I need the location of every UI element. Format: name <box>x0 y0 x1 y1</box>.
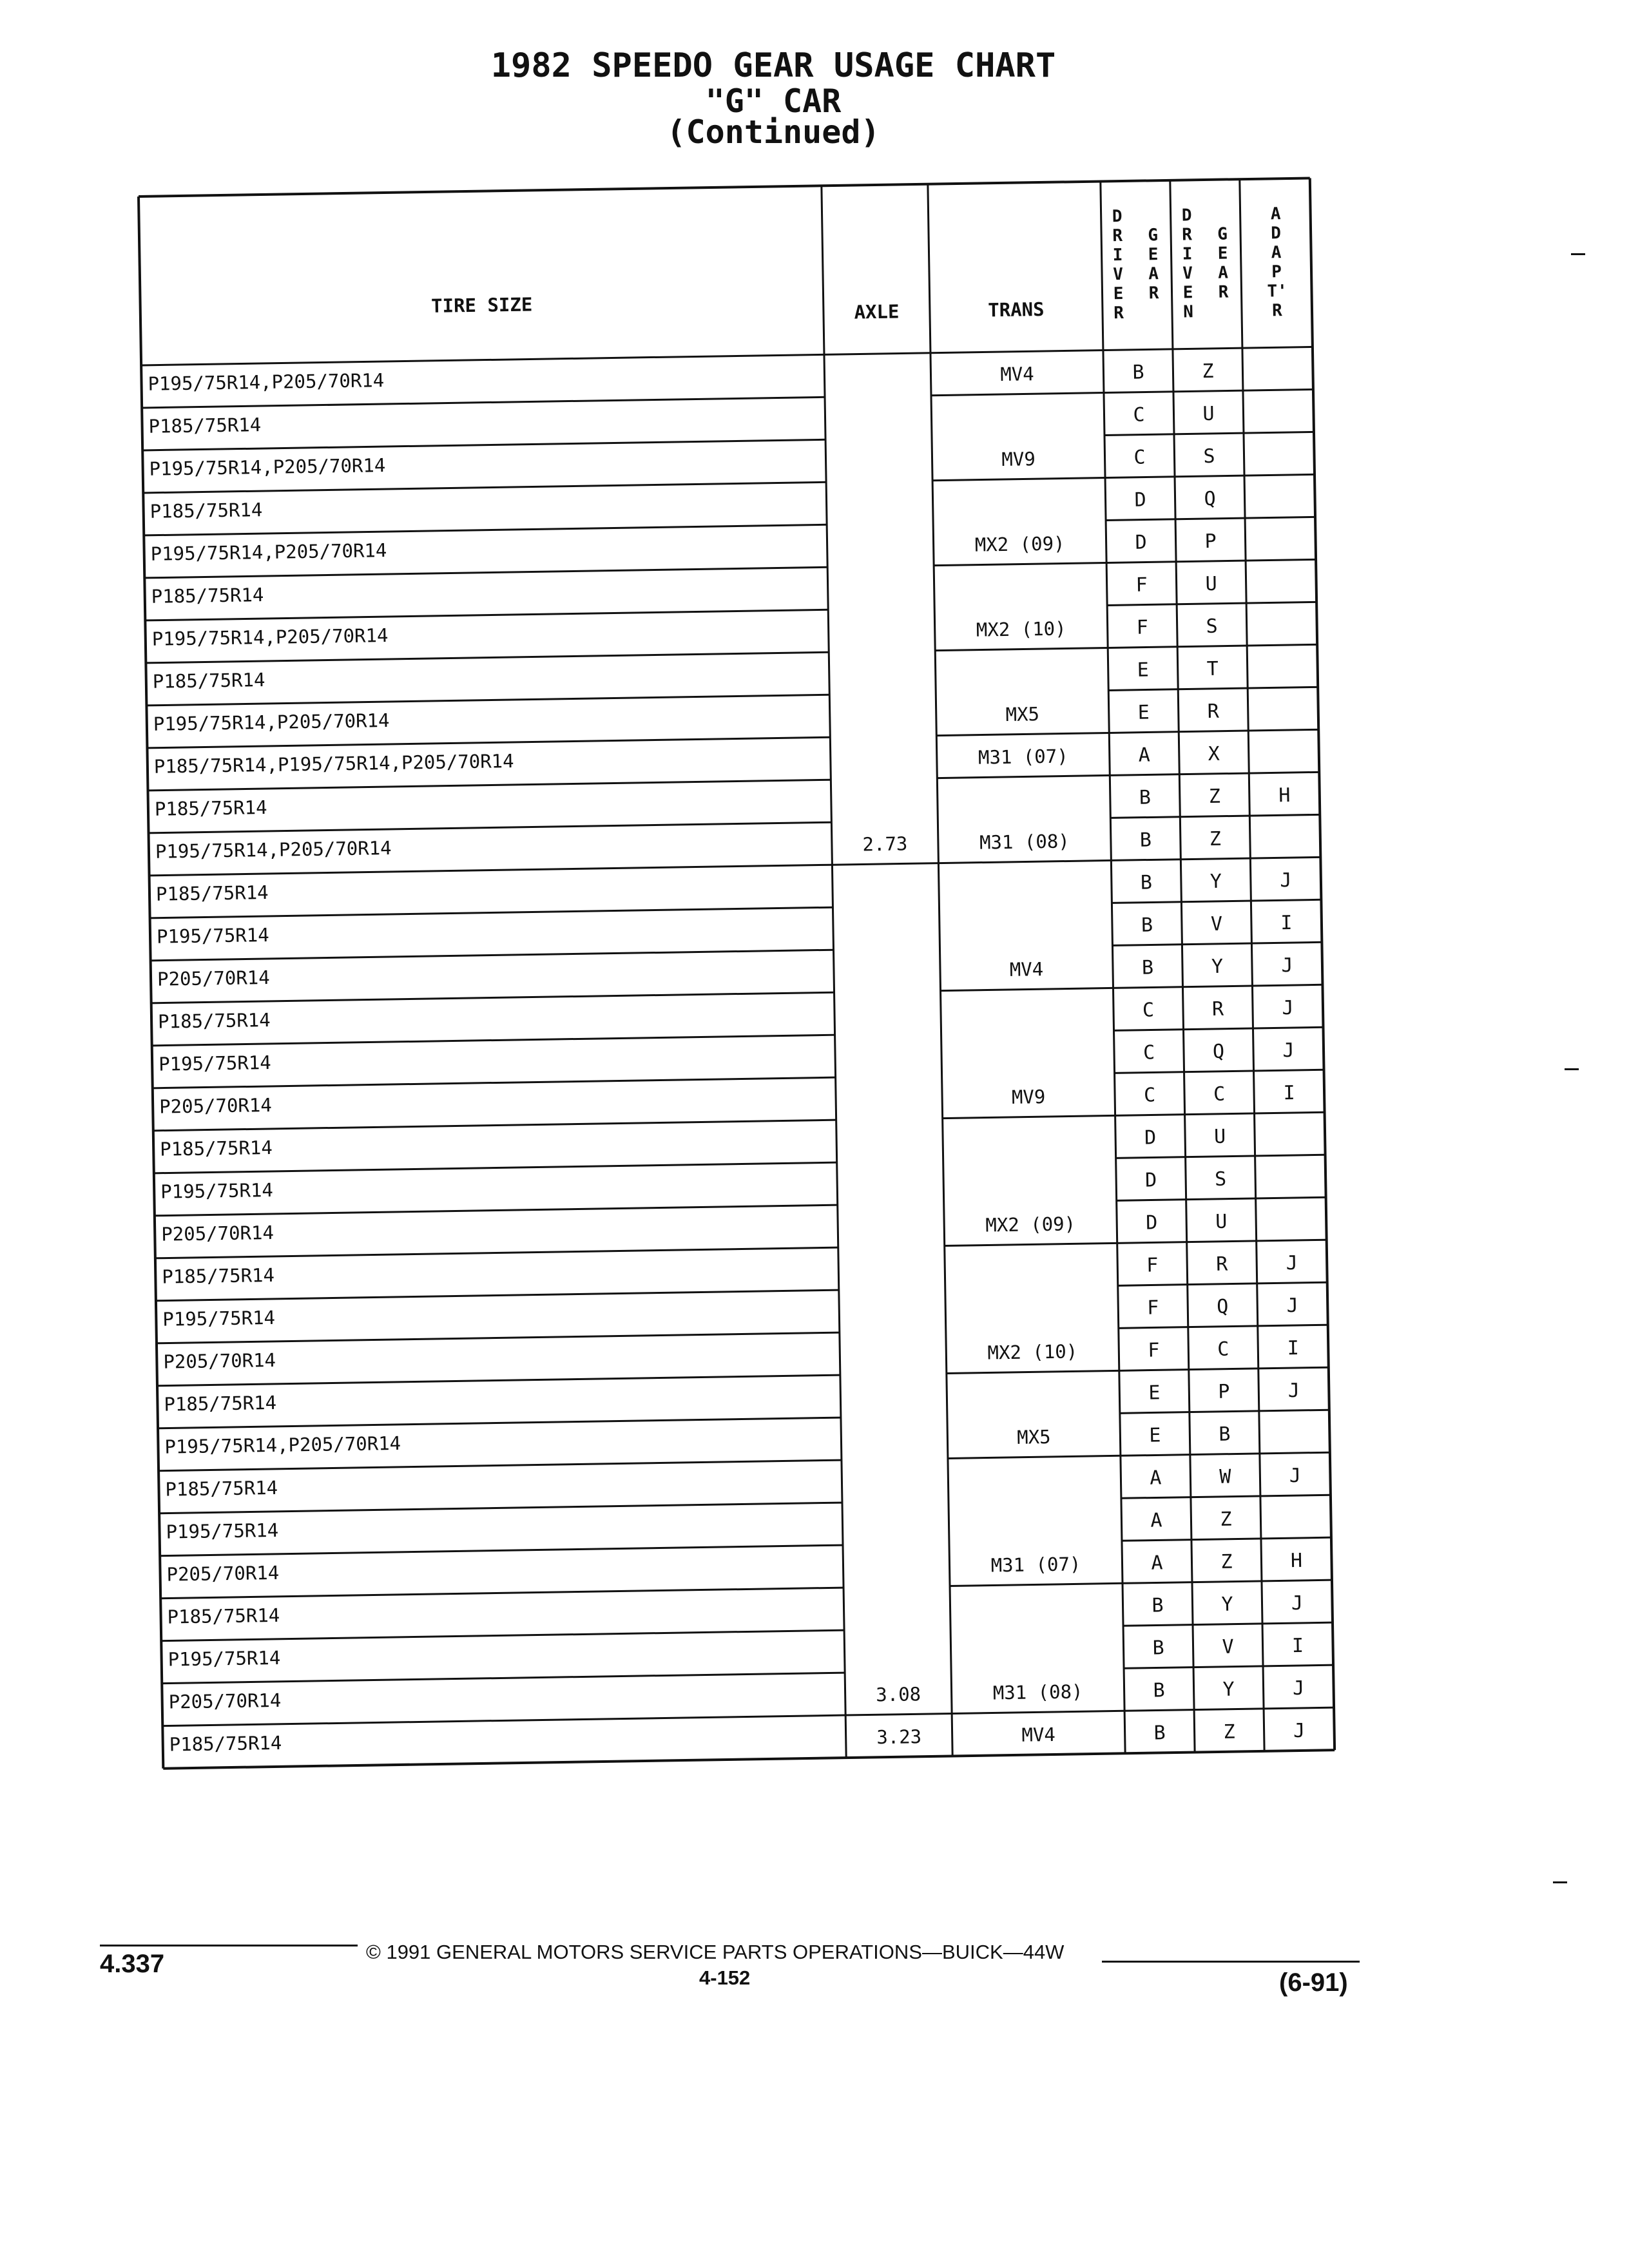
drive-gear-cell: B <box>1139 786 1152 809</box>
vertical-header-letters <box>1107 207 1128 323</box>
drive-gear-cell: A <box>1150 1466 1162 1490</box>
header-letter: R <box>1112 226 1123 246</box>
trans-label: MX5 <box>1016 1426 1051 1448</box>
adapter-cell: J <box>1282 997 1294 1020</box>
tire-size-cell: P205/70R14 <box>159 1093 273 1118</box>
trans-label: MX2 (10) <box>976 617 1066 641</box>
adapter-cell: I <box>1280 912 1293 935</box>
tire-size-cell: P185/75R14 <box>159 1136 273 1160</box>
adapter-cell <box>1244 474 1315 518</box>
driven-gear-cell: Q <box>1212 1040 1225 1063</box>
trans-group-divider <box>941 988 1113 990</box>
adapter-cell: I <box>1283 1081 1295 1105</box>
drive-gear-cell: B <box>1141 956 1154 979</box>
drive-gear-cell: D <box>1135 531 1147 554</box>
adapter-cell: J <box>1280 869 1292 892</box>
vertical-header-letters <box>1143 226 1164 303</box>
tire-size-cell: P195/75R14 <box>166 1519 279 1543</box>
driven-gear-cell: Z <box>1209 827 1222 851</box>
driven-gear-cell: Q <box>1204 487 1216 511</box>
header-letter: A <box>1218 263 1229 283</box>
page-subtitle: "G" CAR <box>705 82 842 120</box>
driven-gear-cell: U <box>1205 572 1217 596</box>
tire-size-cell: P205/70R14 <box>168 1689 282 1713</box>
vertical-header-letters <box>1266 204 1287 320</box>
header-letter: D <box>1271 224 1282 244</box>
driven-gear-cell: X <box>1208 742 1220 766</box>
driven-gear-cell: Z <box>1223 1720 1235 1744</box>
page-number-left: 4.337 <box>100 1950 165 1978</box>
adapter-cell <box>1245 517 1316 561</box>
tire-size-cell: P185/75R14 <box>157 1008 271 1033</box>
driven-gear-cell: Z <box>1208 785 1221 809</box>
header-letter: N <box>1182 302 1194 322</box>
adapter-cell: J <box>1287 1379 1300 1403</box>
trans-label: MV9 <box>1001 448 1036 471</box>
header-trans: TRANS <box>988 298 1045 322</box>
page-number-center: 4-152 <box>699 1966 751 1989</box>
adapter-cell: H <box>1278 784 1291 807</box>
drive-gear-cell: D <box>1145 1211 1158 1235</box>
drive-gear-cell: D <box>1134 488 1146 512</box>
axle-label: 3.08 <box>875 1683 921 1706</box>
tire-size-cell: P195/75R14,P205/70R14 <box>150 539 387 565</box>
tire-size-cell: P195/75R14 <box>160 1178 274 1203</box>
copyright-text: © 1991 GENERAL MOTORS SERVICE PARTS OPERATIONS—BUICK—44W <box>366 1941 1065 1963</box>
drive-gear-cell: B <box>1139 829 1152 852</box>
drive-gear-cell: C <box>1143 1084 1156 1107</box>
trans-group-divider <box>935 648 1108 650</box>
trans-label: MX2 (09) <box>985 1213 1076 1236</box>
footer-rule <box>100 1945 358 1946</box>
adapter-cell: J <box>1286 1251 1298 1275</box>
driven-gear-cell: W <box>1219 1465 1231 1488</box>
drive-gear-cell: C <box>1142 1041 1155 1064</box>
driven-gear-cell: B <box>1219 1423 1231 1446</box>
adapter-cell: J <box>1286 1294 1299 1318</box>
tire-size-cell: P205/70R14 <box>157 966 270 990</box>
margin-mark <box>1565 1068 1579 1070</box>
trans-label: M31 (07) <box>978 745 1068 769</box>
trans-group-divider <box>943 1115 1115 1118</box>
speedo-gear-table <box>139 178 1362 1794</box>
drive-gear-cell: D <box>1144 1126 1157 1149</box>
tire-size-cell: P185/75R14 <box>155 881 269 905</box>
adapter-cell: I <box>1287 1336 1300 1360</box>
adapter-cell: I <box>1291 1634 1304 1658</box>
drive-gear-cell: F <box>1146 1296 1159 1320</box>
adapter-cell: J <box>1293 1719 1306 1743</box>
driven-gear-cell: Z <box>1220 1550 1233 1573</box>
tire-size-cell: P185/75R14 <box>151 584 264 608</box>
adapter-cell <box>1246 559 1316 603</box>
driven-gear-cell: R <box>1211 997 1224 1021</box>
driven-gear-cell: U <box>1213 1125 1226 1148</box>
tire-size-cell: P195/75R14 <box>168 1646 281 1671</box>
adapter-cell: J <box>1291 1591 1304 1615</box>
drive-gear-cell: B <box>1153 1722 1166 1745</box>
axle-label: 3.23 <box>876 1725 922 1749</box>
driven-gear-cell: C <box>1217 1338 1229 1361</box>
table-top-border <box>139 178 1310 197</box>
header-letter: D <box>1181 206 1192 226</box>
trans-group-divider <box>932 477 1105 480</box>
trans-group-divider <box>937 775 1110 778</box>
adapter-cell <box>1256 1197 1327 1241</box>
tire-size-cell: P185/75R14 <box>149 499 263 523</box>
header-letter: R <box>1113 303 1124 323</box>
tire-size-cell: P185/75R14 <box>169 1731 282 1756</box>
header-letter: R <box>1182 225 1193 245</box>
adapter-cell <box>1242 347 1313 390</box>
driven-gear-cell: U <box>1202 402 1215 426</box>
drive-gear-cell: E <box>1137 701 1150 724</box>
adapter-cell: J <box>1282 1039 1295 1062</box>
trans-group-divider <box>945 1243 1117 1245</box>
adapter-cell <box>1260 1495 1331 1539</box>
trans-group-divider <box>947 1370 1119 1373</box>
drive-gear-cell: B <box>1141 914 1153 937</box>
driven-gear-cell: Y <box>1210 870 1222 894</box>
margin-mark <box>1553 1881 1567 1883</box>
drive-gear-cell: C <box>1133 446 1146 469</box>
header-axle: AXLE <box>854 300 900 323</box>
trans-group-divider <box>934 562 1106 565</box>
driven-gear-cell: U <box>1215 1210 1228 1233</box>
tire-size-cell: P185/75R14 <box>148 414 262 437</box>
drive-gear-cell: B <box>1132 361 1144 384</box>
trans-group-divider <box>948 1456 1121 1458</box>
header-letter: G <box>1217 224 1228 244</box>
axle-label: 2.73 <box>862 832 908 856</box>
drive-gear-cell: A <box>1138 744 1151 767</box>
trans-group-divider <box>931 393 1104 396</box>
vertical-header-letters <box>1213 224 1233 302</box>
driven-gear-cell: Y <box>1221 1593 1233 1616</box>
driven-gear-cell: S <box>1206 615 1218 639</box>
trans-label: M31 (07) <box>990 1553 1081 1577</box>
tire-size-cell: P195/75R14,P205/70R14 <box>151 624 389 650</box>
driven-gear-cell: Y <box>1222 1678 1235 1701</box>
drive-gear-cell: B <box>1152 1594 1164 1617</box>
tire-size-cell: P195/75R14,P205/70R14 <box>149 454 386 480</box>
trans-label: MV4 <box>1000 363 1034 386</box>
tire-size-cell: P195/75R14,P205/70R14 <box>153 709 390 735</box>
tire-size-cell: P195/75R14,P205/70R14 <box>148 369 385 395</box>
margin-mark <box>1571 253 1585 255</box>
header-letter: T' <box>1267 282 1288 302</box>
trans-group-divider <box>952 1753 1125 1756</box>
adapter-cell: J <box>1292 1677 1305 1700</box>
driven-gear-cell: S <box>1214 1168 1227 1191</box>
vertical-header-letters <box>1177 206 1198 322</box>
axle-group-divider <box>832 863 938 865</box>
trans-label: MV9 <box>1011 1086 1046 1108</box>
adapter-cell <box>1259 1410 1330 1454</box>
trans-group-divider <box>952 1711 1124 1713</box>
tire-size-cell: P195/75R14,P205/70R14 <box>164 1432 401 1458</box>
drive-gear-cell: E <box>1149 1424 1161 1447</box>
trans-label: MX2 (10) <box>987 1340 1078 1364</box>
driven-gear-cell: S <box>1203 445 1215 468</box>
header-letter: E <box>1148 245 1159 265</box>
adapter-cell: H <box>1290 1549 1303 1573</box>
drive-gear-cell: E <box>1137 658 1150 682</box>
tire-size-cell: P185/75R14 <box>164 1391 277 1416</box>
trans-label: MX5 <box>1005 703 1040 726</box>
driven-gear-cell: V <box>1210 912 1223 936</box>
driven-gear-cell: Z <box>1202 360 1214 383</box>
adapter-cell <box>1249 814 1320 858</box>
trans-label: MV4 <box>1021 1723 1056 1746</box>
header-letter: A <box>1148 264 1159 284</box>
header-tire-size: TIRE SIZE <box>430 293 533 317</box>
drive-gear-cell: C <box>1133 403 1145 427</box>
tire-size-cell: P185/75R14 <box>165 1476 278 1501</box>
driven-gear-cell: Y <box>1211 955 1224 978</box>
header-letter: I <box>1112 245 1123 265</box>
tire-size-cell: P195/75R14 <box>156 923 269 948</box>
header-letter: I <box>1182 244 1193 264</box>
tire-size-cell: P185/75R14 <box>152 669 265 693</box>
header-letter: R <box>1148 284 1159 303</box>
header-letter: A <box>1271 243 1282 263</box>
driven-gear-cell: Z <box>1220 1508 1232 1531</box>
drive-gear-cell: A <box>1150 1509 1162 1532</box>
trans-group-divider <box>938 860 1111 863</box>
driven-gear-cell: P <box>1204 530 1217 553</box>
drive-gear-cell: B <box>1152 1637 1164 1660</box>
driven-gear-cell: T <box>1206 657 1219 681</box>
adapter-cell <box>1248 687 1318 731</box>
driven-gear-cell: C <box>1213 1082 1226 1106</box>
header-letter: V <box>1113 265 1124 285</box>
tire-size-cell: P205/70R14 <box>161 1221 275 1245</box>
header-letter: E <box>1217 244 1228 264</box>
adapter-cell <box>1246 602 1317 646</box>
tire-size-cell: P195/75R14,P205/70R14 <box>155 836 392 863</box>
drive-gear-cell: F <box>1135 573 1148 597</box>
driven-gear-cell: V <box>1222 1635 1234 1658</box>
drive-gear-cell: A <box>1151 1552 1163 1575</box>
trans-label: MV4 <box>1009 958 1044 981</box>
header-letter: R <box>1271 301 1283 321</box>
trans-label: MX2 (09) <box>974 532 1065 556</box>
drive-gear-cell: F <box>1146 1254 1159 1277</box>
driven-gear-cell: P <box>1218 1380 1230 1403</box>
driven-gear-cell: R <box>1215 1253 1228 1276</box>
tire-size-cell: P185/75R14 <box>162 1264 275 1288</box>
page-number-right: (6-91) <box>1279 1968 1348 1997</box>
adapter-cell <box>1255 1155 1326 1198</box>
driven-gear-cell: R <box>1207 700 1220 724</box>
trans-group-divider <box>936 733 1109 735</box>
header-letter: E <box>1113 284 1124 304</box>
page-continued: (Continued) <box>666 113 880 151</box>
header-letter: P <box>1271 262 1282 282</box>
tire-size-cell: P185/75R14 <box>167 1604 280 1628</box>
header-letter: R <box>1218 282 1229 302</box>
drive-gear-cell: F <box>1136 616 1149 639</box>
trans-label: M31 (08) <box>979 830 1070 854</box>
adapter-cell <box>1244 432 1315 476</box>
trans-label: M31 (08) <box>992 1680 1083 1704</box>
drive-gear-cell: F <box>1148 1339 1160 1362</box>
header-letter: D <box>1112 207 1123 227</box>
adapter-cell <box>1243 389 1314 433</box>
drive-gear-cell: C <box>1142 999 1155 1022</box>
page-title: 1982 SPEEDO GEAR USAGE CHART <box>490 46 1056 85</box>
trans-group-divider <box>950 1583 1123 1586</box>
header-letter: E <box>1182 283 1193 303</box>
adapter-cell <box>1248 729 1319 773</box>
tire-size-cell: P185/75R14 <box>154 796 267 820</box>
axle-group-divider <box>845 1713 952 1715</box>
tire-size-cell: P195/75R14 <box>162 1306 276 1331</box>
footer-rule <box>1102 1961 1360 1963</box>
drive-gear-cell: B <box>1140 871 1153 894</box>
header-letter: A <box>1270 204 1281 224</box>
tire-size-cell: P205/70R14 <box>166 1561 280 1586</box>
tire-size-cell: P205/70R14 <box>163 1349 276 1373</box>
tire-size-cell: P195/75R14 <box>158 1051 272 1075</box>
tire-size-cell: P185/75R14,P195/75R14,P205/70R14 <box>153 749 514 778</box>
header-letter: V <box>1182 264 1193 284</box>
adapter-cell: J <box>1281 954 1293 977</box>
driven-gear-cell: Q <box>1216 1295 1229 1318</box>
header-letter: G <box>1148 226 1159 245</box>
adapter-cell <box>1247 644 1318 688</box>
drive-gear-cell: E <box>1148 1381 1161 1405</box>
adapter-cell: J <box>1289 1464 1302 1488</box>
adapter-cell <box>1255 1112 1325 1156</box>
drive-gear-cell: B <box>1153 1679 1165 1702</box>
drive-gear-cell: D <box>1144 1169 1157 1192</box>
